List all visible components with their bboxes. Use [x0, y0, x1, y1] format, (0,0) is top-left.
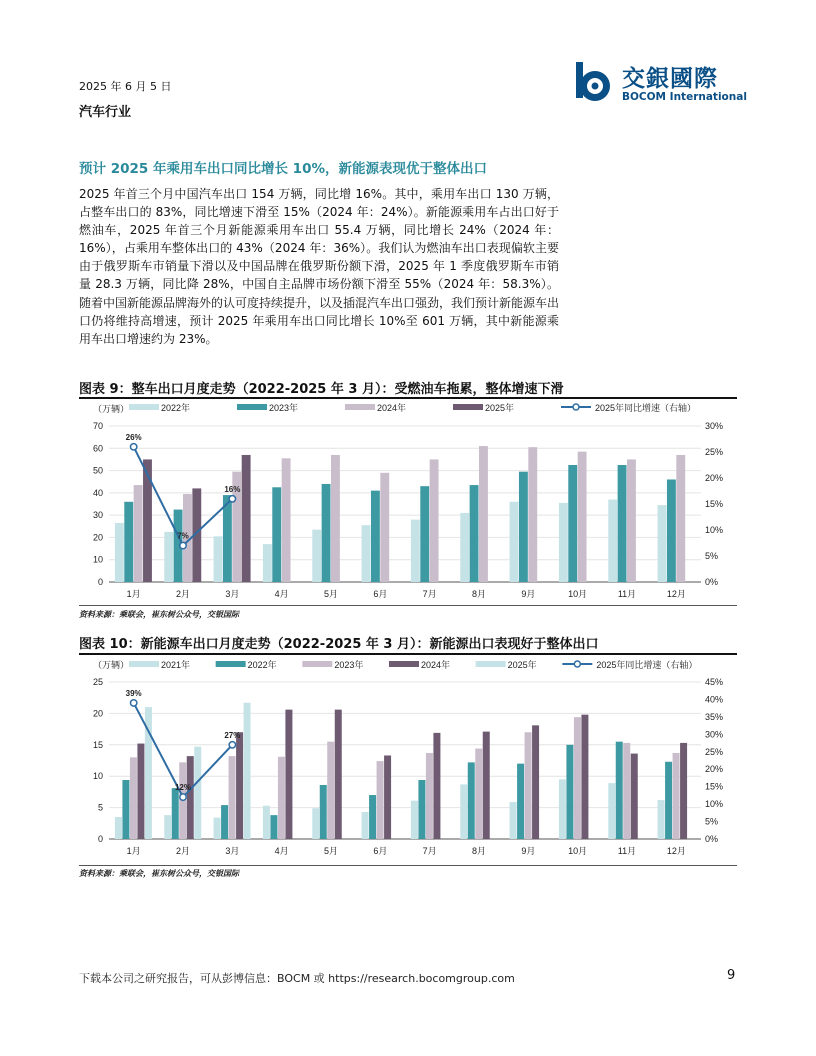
growth-point-1月 — [130, 700, 136, 706]
x-tick-12月: 12月 — [666, 846, 686, 856]
legend-label-2025年: 2025年 — [485, 403, 515, 413]
legend-swatch-2025年 — [476, 661, 506, 667]
y2-tick-20%: 20% — [705, 764, 724, 775]
bar-2024年-11月 — [631, 754, 638, 839]
bar-2023年-5月 — [322, 484, 331, 582]
chart1-svg — [79, 655, 737, 864]
legend-label-2025年: 2025年 — [507, 660, 537, 670]
legend-swatch-2021年 — [129, 661, 159, 667]
growth-point-1月 — [130, 444, 136, 450]
y-tick-5: 5 — [97, 802, 103, 813]
bar-2022年-11月 — [616, 742, 623, 839]
x-tick-11月: 11月 — [617, 589, 637, 599]
bar-2023年-3月 — [229, 756, 236, 839]
bar-2022年-6月 — [362, 525, 371, 582]
chart9-title: 图表 9：整车出口月度走势（2022-2025 年 3 月）：受燃油车拖累，整体增速下滑 — [79, 382, 564, 397]
bar-2022年-3月 — [221, 805, 228, 839]
bar-2023年-4月 — [278, 757, 285, 839]
bar-2022年-12月 — [658, 505, 667, 582]
x-tick-4月: 4月 — [274, 589, 289, 599]
bar-2021年-6月 — [362, 812, 369, 839]
growth-label-3月: 16% — [224, 484, 241, 494]
bar-2022年-8月 — [468, 762, 475, 839]
x-tick-1月: 1月 — [126, 589, 141, 599]
x-tick-7月: 7月 — [422, 846, 437, 856]
x-tick-5月: 5月 — [323, 589, 339, 599]
growth-label-2月: 12% — [174, 783, 192, 793]
bar-2022年-9月 — [510, 502, 519, 582]
y-tick-60: 60 — [92, 443, 103, 454]
bar-2022年-1月 — [122, 780, 129, 839]
chart1-unit-label: （万辆） — [93, 660, 130, 670]
legend-label-line: 2025年同比增速（右轴） — [595, 403, 697, 413]
section-title: 预计 2025 年乘用车出口同比增长 10%，新能源表现优于整体出口 — [79, 161, 487, 177]
y2-tick-15%: 15% — [705, 499, 724, 509]
bar-2022年-2月 — [172, 788, 179, 839]
report-date: 2025 年 6 月 5 日 — [79, 80, 172, 93]
bar-2024年-7月 — [433, 733, 440, 839]
bar-2024年-8月 — [479, 446, 488, 582]
bar-2025年-1月 — [143, 459, 152, 582]
bar-2022年-1月 — [115, 523, 124, 582]
bar-2021年-2月 — [164, 815, 171, 839]
bar-2023年-11月 — [623, 743, 630, 839]
y2-tick-0%: 0% — [705, 834, 719, 844]
logo-chinese-name: 交銀國際 — [622, 66, 718, 92]
bocom-logo-mark — [570, 58, 620, 108]
y-tick-20: 20 — [92, 708, 103, 719]
bar-2024年-6月 — [384, 755, 391, 839]
bar-2024年-12月 — [676, 455, 685, 582]
bar-2024年-4月 — [285, 710, 292, 839]
y-tick-0: 0 — [97, 834, 103, 844]
x-tick-12月: 12月 — [666, 589, 686, 599]
bar-2023年-12月 — [673, 753, 680, 839]
bar-2022年-3月 — [214, 536, 223, 582]
bar-2021年-3月 — [214, 818, 221, 839]
legend-label-2022年: 2022年 — [161, 403, 191, 413]
page-number: 9 — [727, 968, 736, 983]
y-tick-50: 50 — [92, 465, 103, 476]
sector-label: 汽车行业 — [79, 105, 132, 120]
legend-swatch-2022年 — [129, 404, 159, 410]
bar-2024年-5月 — [335, 710, 342, 839]
legend-label-2023年: 2023年 — [334, 660, 364, 670]
y2-tick-25%: 25% — [705, 447, 724, 457]
bar-2021年-9月 — [510, 802, 517, 839]
bar-2022年-6月 — [369, 795, 376, 839]
growth-label-1月: 39% — [125, 688, 142, 698]
bar-2023年-9月 — [525, 732, 532, 839]
bar-2021年-11月 — [608, 783, 615, 839]
bar-2024年-8月 — [483, 732, 490, 839]
y-tick-70: 70 — [92, 421, 103, 431]
x-tick-9月: 9月 — [521, 589, 536, 599]
bar-2022年-4月 — [263, 544, 272, 582]
growth-label-3月: 27% — [224, 730, 241, 740]
bar-2023年-1月 — [130, 757, 137, 839]
legend-swatch-line-marker — [573, 404, 579, 410]
bar-2024年-4月 — [282, 458, 291, 582]
bar-2022年-10月 — [566, 745, 573, 839]
legend-swatch-2022年 — [216, 661, 246, 667]
x-tick-9月: 9月 — [521, 846, 536, 856]
bar-2022年-8月 — [460, 513, 469, 582]
bar-2025年-3月 — [242, 455, 251, 582]
bar-2024年-9月 — [532, 725, 539, 839]
bar-2021年-7月 — [411, 801, 418, 839]
bar-2023年-4月 — [272, 487, 281, 582]
y2-tick-5%: 5% — [705, 551, 719, 561]
y2-tick-20%: 20% — [705, 473, 724, 483]
y2-tick-15%: 15% — [705, 781, 724, 792]
bar-2021年-5月 — [312, 808, 319, 839]
y2-tick-45%: 45% — [705, 677, 724, 687]
growth-point-2月 — [180, 794, 186, 800]
legend-label-2024年: 2024年 — [377, 403, 407, 413]
bar-2022年-5月 — [312, 530, 321, 582]
bar-2023年-8月 — [475, 749, 482, 839]
y2-tick-40%: 40% — [705, 694, 724, 705]
bar-2023年-6月 — [377, 761, 384, 839]
bar-2021年-8月 — [460, 784, 467, 839]
chart9-source: 资料来源：乘联会，崔东树公众号，交银国际 — [79, 610, 239, 619]
bar-2024年-11月 — [627, 459, 636, 582]
x-tick-6月: 6月 — [373, 589, 388, 599]
legend-swatch-2024年 — [345, 404, 375, 410]
chart10-bottom-rule — [79, 865, 737, 866]
y2-tick-10%: 10% — [705, 799, 724, 810]
bar-2023年-7月 — [420, 486, 429, 582]
bar-2024年-7月 — [430, 459, 439, 582]
legend-swatch-2023年 — [302, 661, 332, 667]
bar-2024年-12月 — [680, 743, 687, 839]
growth-point-3月 — [229, 742, 235, 748]
growth-point-2月 — [180, 542, 186, 548]
bar-2024年-6月 — [380, 473, 389, 582]
x-tick-10月: 10月 — [568, 589, 588, 599]
bocom-logo — [570, 58, 745, 108]
bar-2022年-2月 — [164, 532, 173, 582]
legend-label-2021年: 2021年 — [161, 660, 191, 670]
y2-tick-30%: 30% — [705, 729, 724, 740]
legend-swatch-2023年 — [237, 404, 267, 410]
bar-2023年-11月 — [618, 465, 627, 582]
bar-2024年-5月 — [331, 455, 340, 582]
bar-2023年-9月 — [519, 472, 528, 582]
bar-2023年-7月 — [426, 753, 433, 839]
bar-2024年-10月 — [581, 715, 588, 839]
chart0-svg — [79, 399, 737, 604]
bar-2022年-12月 — [665, 762, 672, 839]
y2-tick-25%: 25% — [705, 746, 724, 757]
legend-label-2023年: 2023年 — [269, 403, 299, 413]
x-tick-8月: 8月 — [471, 589, 487, 599]
x-tick-2月: 2月 — [175, 589, 191, 599]
growth-point-3月 — [229, 496, 235, 502]
x-tick-2月: 2月 — [175, 846, 191, 856]
bar-2021年-12月 — [658, 800, 665, 839]
y-tick-10: 10 — [92, 554, 103, 565]
bar-2023年-10月 — [568, 465, 577, 582]
bar-2024年-9月 — [528, 447, 537, 582]
body-paragraph: 2025 年首三个月中国汽车出口 154 万辆，同比增 16%。其中，乘用车出口 130 万辆，占整车出口的 83%，同比增速下滑至 15%（2024 年：24%）。新能源乘用车占出口好于燃油车，2025 年首三个月新能源乘用车出口 55.4 万辆，同比增长 24%（2024 年：16%），占乘用车整体出口的 43%（2024 年：36%）。我们认为燃油车出口表现偏软主要由于俄罗斯车市销量下滑以及中国品牌在俄罗斯份额下滑，2025 年 1 季度俄罗斯车市销量 28.3 万辆，同比降 28%，中国自主品牌市场份额下滑至 55%（2024 年：58.3%）。随着中国新能源品牌海外的认可度持续提升，以及插混汽车出口强劲，我们预计新能源车出口仍将维持高增速，预计 2025 年乘用车出口同比增长 10%至 601 万辆，其中新能源乘用车出口增速约为 23%。 — [79, 187, 560, 346]
bar-2023年-5月 — [327, 742, 334, 839]
bar-2022年-4月 — [270, 815, 277, 839]
bar-2024年-10月 — [578, 452, 587, 582]
bar-2021年-1月 — [115, 817, 122, 839]
x-tick-5月: 5月 — [323, 846, 339, 856]
y2-tick-30%: 30% — [705, 421, 724, 431]
y2-tick-0%: 0% — [705, 577, 719, 587]
bar-2022年-7月 — [418, 780, 425, 839]
y-tick-15: 15 — [92, 739, 103, 750]
y-tick-40: 40 — [92, 487, 103, 498]
bar-2024年-1月 — [134, 485, 143, 582]
x-tick-8月: 8月 — [471, 846, 487, 856]
y-tick-30: 30 — [92, 510, 103, 521]
legend-label-line: 2025年同比增速（右轴） — [596, 660, 698, 670]
legend-label-2024年: 2024年 — [421, 660, 451, 670]
bar-2023年-8月 — [470, 485, 479, 582]
bar-2021年-4月 — [263, 806, 270, 839]
footer-text: 下载本公司之研究报告，可从彭博信息：BOCM 或 https://research.bocomgroup.com — [79, 972, 515, 985]
x-tick-11月: 11月 — [617, 846, 637, 856]
y-tick-25: 25 — [92, 677, 103, 687]
bar-2022年-7月 — [411, 520, 420, 582]
legend-swatch-2025年 — [453, 404, 483, 410]
chart10-source: 资料来源：乘联会，崔东树公众号，交银国际 — [79, 869, 239, 878]
bar-2025年-2月 — [194, 747, 201, 839]
y2-tick-10%: 10% — [705, 525, 724, 535]
bar-2021年-10月 — [559, 779, 566, 839]
bar-2024年-1月 — [137, 744, 144, 839]
x-tick-6月: 6月 — [373, 846, 388, 856]
bar-2023年-6月 — [371, 491, 380, 582]
legend-label-2022年: 2022年 — [247, 660, 277, 670]
y2-tick-5%: 5% — [705, 816, 719, 827]
bar-2024年-3月 — [236, 732, 243, 839]
bar-2023年-3月 — [223, 495, 232, 582]
bar-2022年-5月 — [320, 785, 327, 839]
x-tick-7月: 7月 — [422, 589, 437, 599]
logo-english-name: BOCOM International — [622, 91, 747, 103]
bar-2024年-2月 — [187, 756, 194, 839]
x-tick-10月: 10月 — [568, 846, 588, 856]
growth-label-2月: 7% — [177, 531, 189, 541]
legend-swatch-2024年 — [389, 661, 419, 667]
y-tick-0: 0 — [97, 577, 103, 587]
chart10-area — [79, 655, 737, 864]
y-tick-10: 10 — [92, 771, 103, 782]
bar-2025年-3月 — [244, 703, 251, 839]
bar-2022年-9月 — [517, 764, 524, 839]
chart10-title: 图表 10：新能源车出口月度走势（2022-2025 年 3 月）：新能源出口表现好于整体出口 — [79, 637, 599, 652]
bar-2022年-11月 — [608, 500, 617, 582]
legend-swatch-line-marker — [574, 661, 580, 667]
chart9-area — [79, 399, 737, 604]
x-tick-3月: 3月 — [225, 589, 240, 599]
x-tick-4月: 4月 — [274, 846, 289, 856]
x-tick-3月: 3月 — [225, 846, 240, 856]
bar-2023年-10月 — [574, 717, 581, 839]
bar-2023年-1月 — [124, 502, 133, 582]
growth-label-1月: 26% — [125, 432, 142, 442]
y-tick-20: 20 — [92, 532, 103, 543]
x-tick-1月: 1月 — [126, 846, 141, 856]
bar-2023年-12月 — [667, 479, 676, 582]
chart9-bottom-rule — [79, 605, 737, 606]
y2-tick-35%: 35% — [705, 711, 724, 722]
chart0-unit-label: （万辆） — [93, 404, 130, 414]
bar-2022年-10月 — [559, 503, 568, 582]
